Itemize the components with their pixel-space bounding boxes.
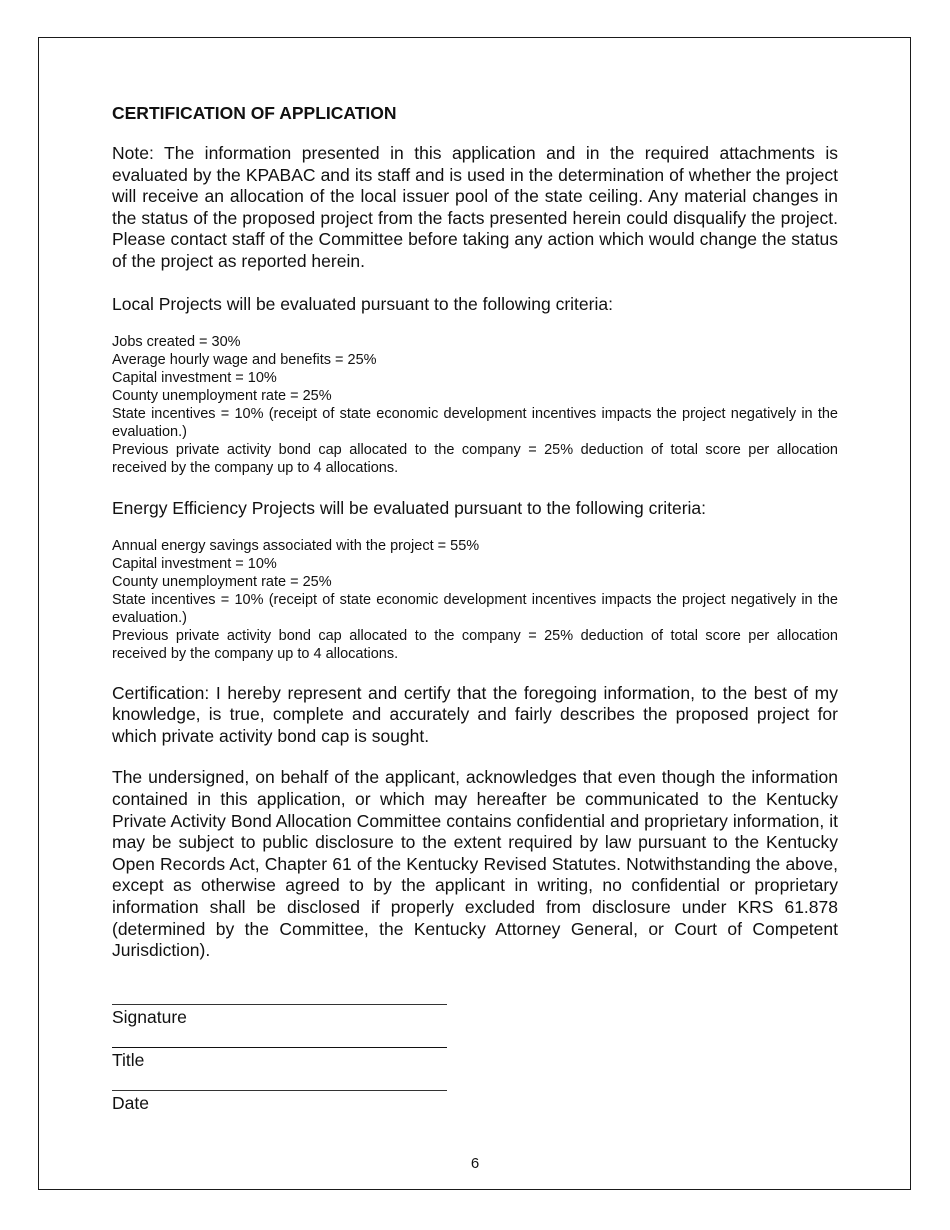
certification-paragraph: Certification: I hereby represent and certify that the foregoing information, to the best of my knowledge, is true, complete and accurately and fairly describes the proposed project for which private activity bond cap is sought. [112, 682, 838, 746]
date-line [112, 1090, 447, 1091]
signature-field[interactable] [112, 992, 447, 1035]
energy-criteria-intro: Energy Efficiency Projects will be evaluated pursuant to the following criteria: [112, 497, 707, 518]
note-paragraph: Note: The information presented in this application and in the required attachments is evaluated by the KPABAC and its staff and is used in the determination of whether the project will receive an allocation of the local issuer pool of the state ceiling. Any material changes in the status of the proposed project from the facts presented herein could disqualify the project. Please contact staff of the Committee before taking any action which would change the status of the project as reported herein. [112, 143, 838, 271]
title-label: Title [112, 1049, 145, 1070]
page-number: 6 [470, 1155, 480, 1172]
energy-criteria-list [112, 537, 838, 663]
list-item: Jobs created = 30% [112, 333, 241, 350]
list-item: Annual energy savings associated with the project = 55% [112, 537, 480, 554]
local-criteria-intro: Local Projects will be evaluated pursuant to the following criteria: [112, 293, 613, 314]
title-field[interactable] [112, 1035, 447, 1078]
page-title: CERTIFICATION OF APPLICATION [112, 103, 397, 123]
list-item: Capital investment = 10% [112, 369, 277, 386]
list-item: Average hourly wage and benefits = 25% [112, 351, 377, 368]
date-label: Date [112, 1092, 149, 1113]
list-item: County unemployment rate = 25% [112, 573, 332, 590]
signature-label: Signature [112, 1006, 187, 1027]
date-field[interactable] [112, 1078, 447, 1121]
signature-block [112, 992, 447, 1121]
list-item: State incentives = 10% (receipt of state economic development incentives impacts the project negatively in the evaluation.) [112, 405, 838, 440]
list-item: Previous private activity bond cap allocated to the company = 25% deduction of total score per allocation received by the company up to 4 allocations. [112, 441, 838, 476]
list-item: Previous private activity bond cap allocated to the company = 25% deduction of total score per allocation received by the company up to 4 allocations. [112, 627, 838, 662]
list-item: County unemployment rate = 25% [112, 387, 332, 404]
local-criteria-list [112, 333, 838, 477]
document-body [112, 102, 838, 1121]
disclosure-paragraph: The undersigned, on behalf of the applicant, acknowledges that even though the information contained in this application, or which may hereafter be communicated to the Kentucky Private Activity Bond Allocation Committee contains confidential and proprietary information, it may be subject to public disclosure to the extent required by law pursuant to the Kentucky Open Records Act, Chapter 61 of the Kentucky Revised Statutes. Notwithstanding the above, except as otherwise agreed to by the applicant in writing, no confidential or proprietary information shall be disclosed if properly excluded from disclosure under KRS 61.878 (determined by the Committee, the Kentucky Attorney General, or Court of Competent Jurisdiction). [112, 767, 838, 961]
title-line [112, 1047, 447, 1048]
signature-line [112, 1004, 447, 1005]
list-item: State incentives = 10% (receipt of state economic development incentives impacts the project negatively in the evaluation.) [112, 591, 838, 626]
list-item: Capital investment = 10% [112, 555, 277, 572]
